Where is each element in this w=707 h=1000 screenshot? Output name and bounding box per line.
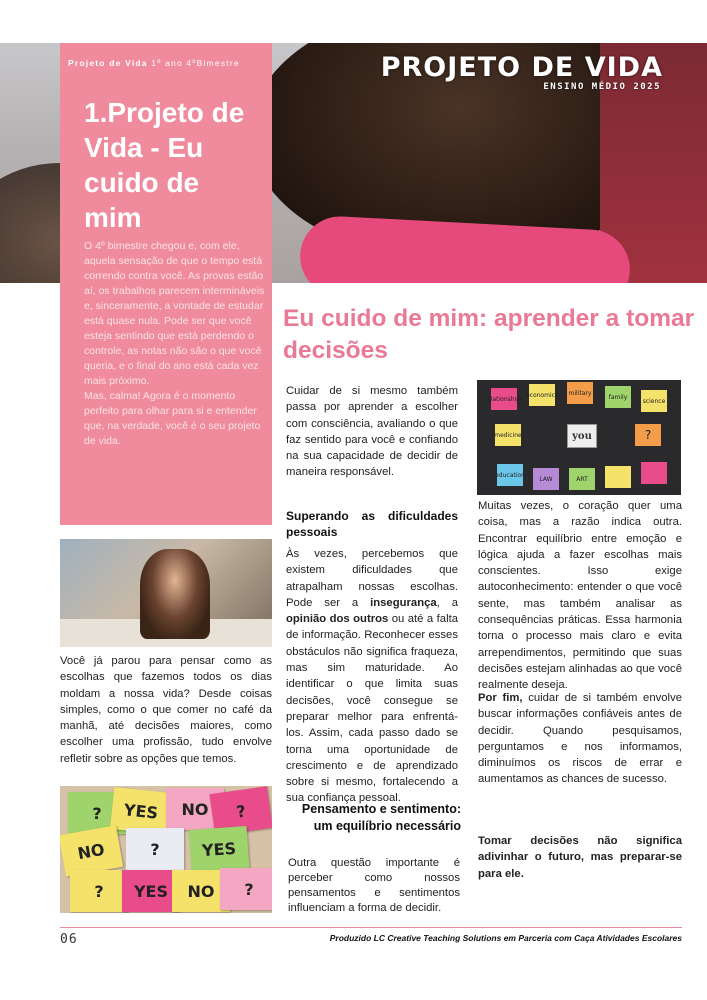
sidebar-paragraph-2: Mas, calma! Agora é o momento perfeito para olhar para si e entender que, na verdade, você é o seu projeto de vida. <box>84 390 261 447</box>
note-4: ? <box>209 786 272 836</box>
sidebar-title: 1.Projeto de Vida - Eu cuido de mim <box>84 97 245 233</box>
top-margin <box>0 0 707 43</box>
header-subtitle: ENSINO MÉDIO 2025 <box>543 82 661 92</box>
footer-divider <box>60 927 682 928</box>
sidebar-eyebrow <box>68 58 240 68</box>
page-number: 06 <box>60 932 78 947</box>
s1-part-e: ou até a falta de informação. Reconhecer esses obstáculos não significa fraqueza, mas sim maturidade. Ao identificar o que limita suas decisões, você consegue se preparar melhor para enfrentá-los. Assim, cada passo dado se torna uma oportunidade de crescimento e de aprendizado sobre si mesmo, fortalecendo a sua confiança pessoal. <box>286 613 458 805</box>
note-5: NO <box>60 825 123 876</box>
board-note-3: military <box>567 382 593 404</box>
eyebrow-bold: Projeto de Vida <box>68 58 148 68</box>
board-note-5: science <box>641 390 667 412</box>
board-note-4: family <box>605 386 631 408</box>
board-note-9: ART <box>569 468 595 490</box>
decision-board-photo <box>477 380 681 495</box>
eyebrow-light: 1º ano 4ºBimestre <box>147 58 240 68</box>
right-p2-text: cuidar de si também envolve buscar informações confiáveis antes de decidir. Quando pesquisamos, perguntamos e nos informamos, diminuímos os riscos de errar e aumentamos as chances de sucesso. <box>478 692 682 786</box>
note-9: YES <box>122 870 180 912</box>
board-note-2: economics <box>529 384 555 406</box>
section2-paragraph: Outra questão importante é perceber como nossos pensamentos e sentimentos influenciam a forma de decidir. <box>288 857 460 914</box>
sidebar-body <box>84 239 270 449</box>
header-title: PROJETO DE VIDA <box>380 52 663 83</box>
section1-title-text: Superando as dificuldades pessoais <box>286 509 458 539</box>
intro-paragraph: Cuidar de si mesmo também passa por aprender a escolher com consciência, avaliando o que faz sentido para você e confiando na sua capacidade de decidir de maneira responsável. <box>286 385 458 479</box>
section2-title: Pensamento e sentimento: um equilíbrio necessário <box>301 802 461 833</box>
yes-no-notes-photo <box>60 786 272 913</box>
board-note-q: ? <box>635 424 661 446</box>
right-paragraph-3: Tomar decisões não significa adivinhar o futuro, mas preparar-se para ele. <box>478 835 682 880</box>
note-11: ? <box>220 868 272 910</box>
note-6: ? <box>126 828 184 870</box>
right-p2-bold: Por fim, <box>478 692 523 704</box>
section1-paragraph <box>286 546 458 807</box>
sidebar-paragraph-1: O 4º bimestre chegou e, com ele, aquela sensação de que o tempo está correndo contra você. As provas estão aí, os trabalhos parecem intermináveis e, sinceramente, a vontade de estudar está quase nula. Pode ser que você esteja sentindo que está perdendo o controle, as notas não são o que você queria, e o final do ano está cada vez mais próximo. <box>84 240 265 387</box>
board-note-10 <box>605 466 631 488</box>
board-note-6: medicine <box>495 424 521 446</box>
classroom-photo <box>60 539 272 647</box>
note-3: NO <box>166 788 224 830</box>
right-paragraph-2 <box>478 690 682 788</box>
main-heading: Eu cuido de mim: aprender a tomar decisões <box>283 305 695 364</box>
board-note-7: education <box>497 464 523 486</box>
note-10: NO <box>172 870 230 912</box>
board-note-1: relationships <box>491 388 517 410</box>
board-center-note: you <box>567 424 597 448</box>
s1-emphasis-2: opinião dos outros <box>286 613 389 626</box>
board-note-11 <box>641 462 667 484</box>
board-note-8: LAW <box>533 468 559 490</box>
note-1: ? <box>68 792 126 834</box>
sidebar-box <box>60 43 272 525</box>
s1-part-a: Às vezes, percebemos que existem dificuldades que atrapalham nossas escolhas. Pode ser a <box>286 548 458 609</box>
note-2: YES <box>110 787 172 835</box>
note-7: YES <box>189 826 250 872</box>
left-paragraph: Você já parou para pensar como as escolhas que fazemos todos os dias moldam a nossa vida? Desde coisas simples, como o que comer no café da manhã, até decisões maiores, como escolher uma profissão, tudo envolve refletir sobre as opções que temos. <box>60 655 272 765</box>
right-paragraph-1: Muitas vezes, o coração quer uma coisa, mas a razão indica outra. Encontrar equilíbrio entre emoção e lógica ajuda a fazer escolhas mais conscientes. Isso exige autoconhecimento: entender o que você sente, mas também analisar as consequências práticas. Essa harmonia torna o processo mais claro e evita arrependimentos, permitindo que suas decisões estejam alinhadas ao que você realmente deseja. <box>478 500 682 692</box>
note-8: ? <box>70 870 128 912</box>
section1-title <box>286 508 458 540</box>
s1-part-c: , a <box>436 596 459 609</box>
footer-credit: Produzido LC Creative Teaching Solutions em Parceria com Caça Atividades Escolares <box>329 933 682 943</box>
s1-emphasis-1: insegurança <box>370 596 437 609</box>
